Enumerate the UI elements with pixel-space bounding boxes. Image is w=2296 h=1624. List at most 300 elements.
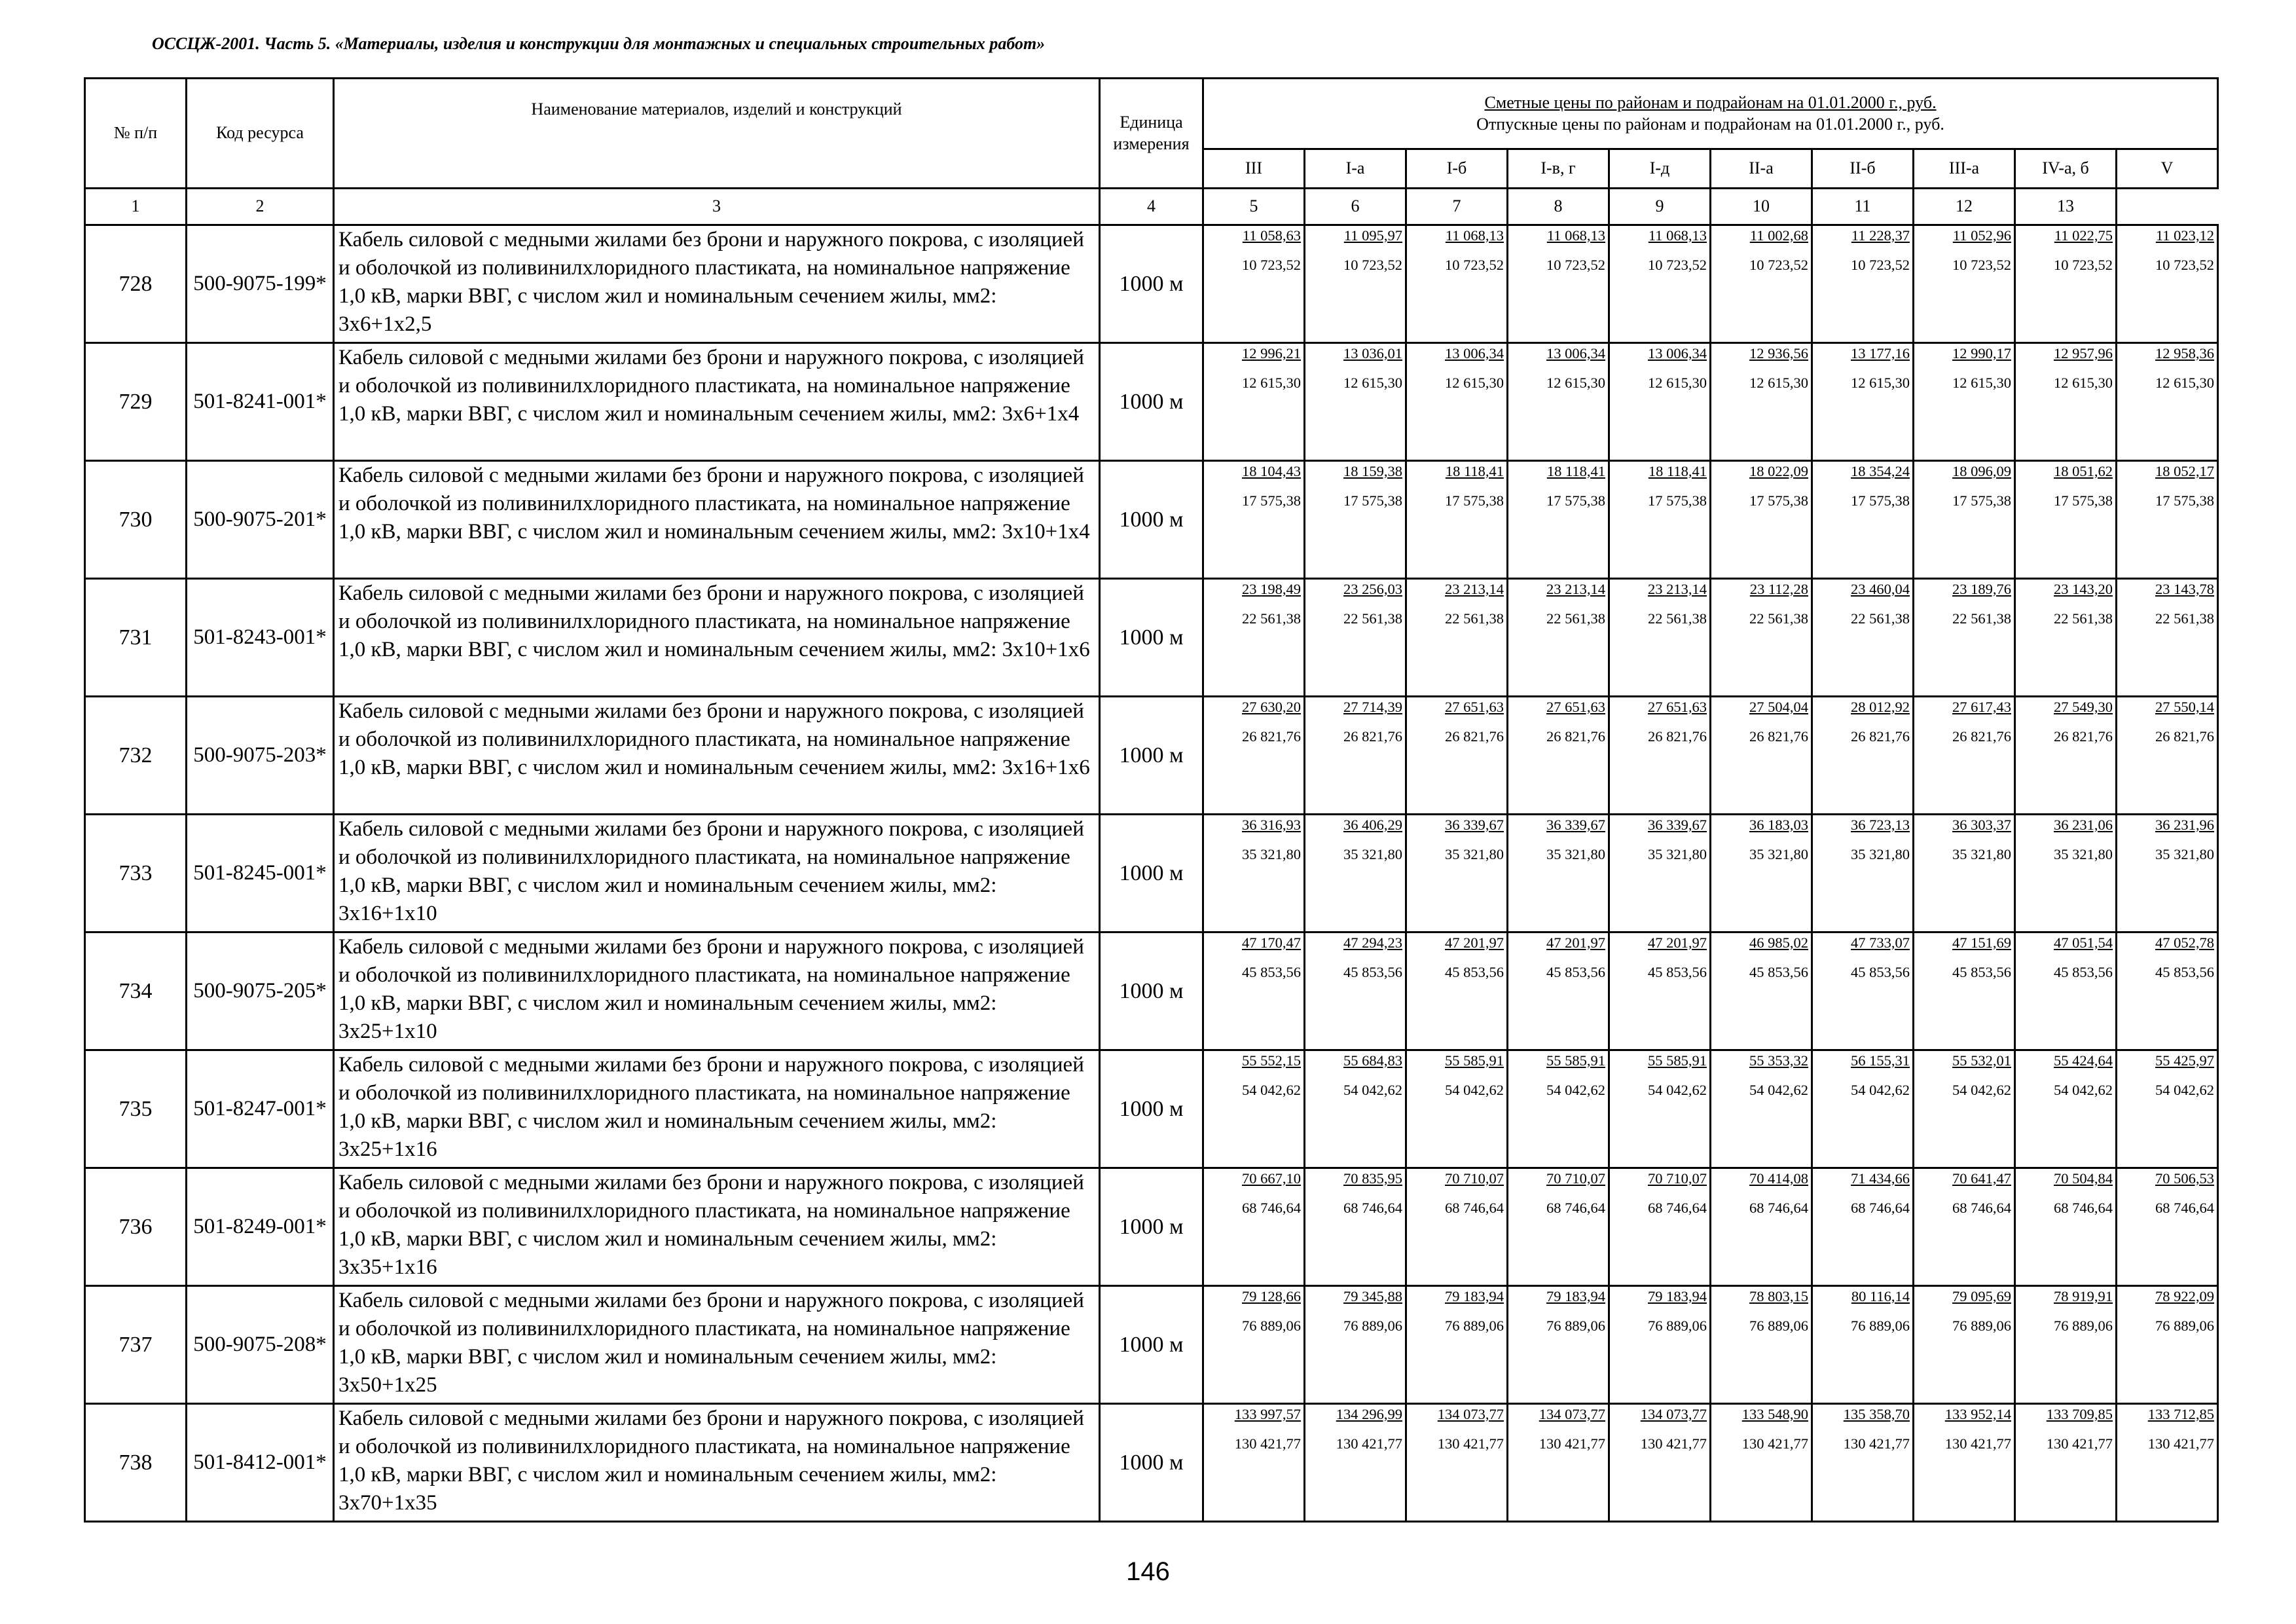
release-price: 68 746,64	[2054, 1199, 2113, 1216]
release-price: 45 853,56	[1749, 963, 1808, 980]
estimate-price: 55 585,91	[1648, 1052, 1707, 1069]
material-name: Кабель силовой с медными жилами без брони и наружного покрова, с изоляцией и оболочкой из поливинилхлоридного пластиката, на номинальное напряжение 1,0 кВ, марки ВВГ, с числом жил и номинальным сечением жилы, мм2: 3х16+1х10	[334, 815, 1100, 932]
release-price: 76 889,06	[1343, 1317, 1402, 1334]
price-cell	[1711, 1404, 1812, 1522]
release-price: 54 042,62	[1952, 1081, 2011, 1098]
release-price: 22 561,38	[1343, 610, 1402, 627]
estimate-price: 133 709,85	[2046, 1406, 2113, 1422]
release-price: 54 042,62	[2054, 1081, 2113, 1098]
resource-code: 501-8241-001*	[187, 343, 334, 461]
material-name: Кабель силовой с медными жилами без брони и наружного покрова, с изоляцией и оболочкой из поливинилхлоридного пластиката, на номинальное напряжение 1,0 кВ, марки ВВГ, с числом жил и номинальным сечением жилы, мм2: 3х35+1х16	[334, 1168, 1100, 1286]
estimate-price: 27 651,63	[1445, 699, 1504, 715]
release-price: 22 561,38	[1445, 610, 1504, 627]
price-cell	[1305, 815, 1406, 932]
release-price: 45 853,56	[1546, 963, 1605, 980]
column-number-cell: 1	[85, 189, 187, 225]
col-header-prices	[1203, 79, 2218, 149]
estimate-price: 18 354,24	[1851, 463, 1910, 479]
row-number: 730	[85, 461, 187, 579]
price-cell	[2015, 1168, 2117, 1286]
prices-subtitle: Отпускные цены по районам и подрайонам на 01.01.2000 г., руб.	[1476, 114, 1944, 134]
row-number: 734	[85, 932, 187, 1050]
estimate-price: 12 996,21	[1242, 345, 1301, 361]
price-cell	[1812, 225, 1914, 343]
table-row	[85, 815, 2218, 932]
price-cell	[1711, 932, 1812, 1050]
price-cell	[1609, 461, 1711, 579]
release-price: 10 723,52	[2155, 256, 2215, 273]
release-price: 26 821,76	[1851, 728, 1910, 745]
release-price: 12 615,30	[1242, 374, 1301, 391]
estimate-price: 13 006,34	[1546, 345, 1605, 361]
estimate-price: 18 022,09	[1749, 463, 1808, 479]
release-price: 130 421,77	[1539, 1435, 1605, 1452]
price-cell	[1203, 1404, 1305, 1522]
column-number-cell: 3	[334, 189, 1100, 225]
price-cell	[2015, 225, 2117, 343]
material-name: Кабель силовой с медными жилами без брони и наружного покрова, с изоляцией и оболочкой из поливинилхлоридного пластиката, на номинальное напряжение 1,0 кВ, марки ВВГ, с числом жил и номинальным сечением жилы, мм2: 3х25+1х10	[334, 932, 1100, 1050]
release-price: 10 723,52	[1851, 256, 1910, 273]
col-header-code: Код ресурса	[187, 79, 334, 189]
price-cell	[1812, 461, 1914, 579]
price-cell	[1609, 697, 1711, 815]
estimate-price: 36 316,93	[1242, 817, 1301, 833]
price-cell	[1914, 1050, 2015, 1168]
release-price: 130 421,77	[2046, 1435, 2113, 1452]
estimate-price: 12 936,56	[1749, 345, 1808, 361]
release-price: 22 561,38	[2155, 610, 2215, 627]
price-cell	[1203, 1168, 1305, 1286]
estimate-price: 11 068,13	[1546, 227, 1605, 244]
price-cell	[1812, 1168, 1914, 1286]
release-price: 54 042,62	[1343, 1081, 1402, 1098]
price-cell	[1305, 343, 1406, 461]
release-price: 17 575,38	[1546, 492, 1605, 509]
price-cell	[2015, 461, 2117, 579]
release-price: 26 821,76	[1749, 728, 1808, 745]
price-cell	[1406, 343, 1508, 461]
release-price: 12 615,30	[1546, 374, 1605, 391]
price-cell	[1305, 225, 1406, 343]
unit-of-measure: 1000 м	[1100, 815, 1203, 932]
estimate-price: 134 073,77	[1539, 1406, 1605, 1422]
price-cell	[1914, 343, 2015, 461]
release-price: 45 853,56	[1242, 963, 1301, 980]
estimate-price: 13 006,34	[1445, 345, 1504, 361]
release-price: 22 561,38	[1952, 610, 2011, 627]
release-price: 12 615,30	[1749, 374, 1808, 391]
price-cell	[1609, 1286, 1711, 1404]
estimate-price: 36 339,67	[1648, 817, 1707, 833]
unit-of-measure: 1000 м	[1100, 461, 1203, 579]
release-price: 54 042,62	[1648, 1081, 1707, 1098]
column-number-cell: 5	[1203, 189, 1305, 225]
price-cell	[2117, 225, 2218, 343]
estimate-price: 18 159,38	[1343, 463, 1402, 479]
estimate-price: 36 406,29	[1343, 817, 1402, 833]
price-cell	[1508, 697, 1609, 815]
estimate-price: 70 835,95	[1343, 1170, 1402, 1187]
resource-code: 500-9075-203*	[187, 697, 334, 815]
release-price: 12 615,30	[1445, 374, 1504, 391]
unit-of-measure: 1000 м	[1100, 1404, 1203, 1522]
estimate-price: 47 201,97	[1648, 934, 1707, 951]
price-cell	[1609, 1404, 1711, 1522]
estimate-price: 47 201,97	[1445, 934, 1504, 951]
release-price: 45 853,56	[1851, 963, 1910, 980]
price-cell	[1508, 225, 1609, 343]
table-row	[85, 697, 2218, 815]
resource-code: 501-8243-001*	[187, 579, 334, 697]
unit-of-measure: 1000 м	[1100, 697, 1203, 815]
release-price: 68 746,64	[1546, 1199, 1605, 1216]
price-cell	[1406, 932, 1508, 1050]
release-price: 12 615,30	[1952, 374, 2011, 391]
region-header-cell: I-в, г	[1508, 149, 1609, 189]
release-price: 10 723,52	[1242, 256, 1301, 273]
table-row	[85, 225, 2218, 343]
estimate-price: 71 434,66	[1851, 1170, 1910, 1187]
prices-title: Сметные цены по районам и подрайонам на 01.01.2000 г., руб.	[1484, 93, 1937, 112]
row-number: 728	[85, 225, 187, 343]
estimate-price: 47 052,78	[2155, 934, 2215, 951]
price-cell	[2015, 579, 2117, 697]
estimate-price: 13 177,16	[1851, 345, 1910, 361]
region-header-cell: V	[2117, 149, 2218, 189]
material-name: Кабель силовой с медными жилами без брони и наружного покрова, с изоляцией и оболочкой из поливинилхлоридного пластиката, на номинальное напряжение 1,0 кВ, марки ВВГ, с числом жил и номинальным сечением жилы, мм2: 3х50+1х25	[334, 1286, 1100, 1404]
estimate-price: 13 036,01	[1343, 345, 1402, 361]
table-row	[85, 461, 2218, 579]
material-name: Кабель силовой с медными жилами без брони и наружного покрова, с изоляцией и оболочкой из поливинилхлоридного пластиката, на номинальное напряжение 1,0 кВ, марки ВВГ, с числом жил и номинальным сечением жилы, мм2: 3х25+1х16	[334, 1050, 1100, 1168]
release-price: 35 321,80	[1546, 845, 1605, 862]
price-cell	[1914, 225, 2015, 343]
price-cell	[1711, 1286, 1812, 1404]
table-row	[85, 579, 2218, 697]
unit-of-measure: 1000 м	[1100, 579, 1203, 697]
price-cell	[1508, 815, 1609, 932]
estimate-price: 23 213,14	[1648, 581, 1707, 597]
release-price: 76 889,06	[1749, 1317, 1808, 1334]
release-price: 35 321,80	[1648, 845, 1707, 862]
estimate-price: 79 345,88	[1343, 1288, 1402, 1304]
release-price: 76 889,06	[1648, 1317, 1707, 1334]
release-price: 17 575,38	[1851, 492, 1910, 509]
release-price: 17 575,38	[1343, 492, 1402, 509]
release-price: 76 889,06	[2155, 1317, 2215, 1334]
release-price: 130 421,77	[1640, 1435, 1707, 1452]
release-price: 22 561,38	[1546, 610, 1605, 627]
price-cell	[1406, 225, 1508, 343]
estimate-price: 134 073,77	[1437, 1406, 1504, 1422]
release-price: 10 723,52	[1749, 256, 1808, 273]
estimate-price: 18 051,62	[2054, 463, 2113, 479]
price-cell	[1203, 1286, 1305, 1404]
column-number-cell: 7	[1406, 189, 1508, 225]
price-cell	[2117, 697, 2218, 815]
estimate-price: 23 213,14	[1445, 581, 1504, 597]
unit-of-measure: 1000 м	[1100, 1286, 1203, 1404]
estimate-price: 70 710,07	[1445, 1170, 1504, 1187]
price-cell	[1406, 1050, 1508, 1168]
estimate-price: 55 585,91	[1445, 1052, 1504, 1069]
region-header-cell: I-а	[1305, 149, 1406, 189]
column-number-row	[85, 189, 2218, 225]
release-price: 68 746,64	[1749, 1199, 1808, 1216]
release-price: 10 723,52	[1648, 256, 1707, 273]
price-cell	[2117, 815, 2218, 932]
estimate-price: 28 012,92	[1851, 699, 1910, 715]
unit-of-measure: 1000 м	[1100, 1168, 1203, 1286]
estimate-price: 133 712,85	[2147, 1406, 2215, 1422]
release-price: 22 561,38	[2054, 610, 2113, 627]
release-price: 22 561,38	[1242, 610, 1301, 627]
release-price: 45 853,56	[2054, 963, 2113, 980]
price-cell	[1305, 697, 1406, 815]
price-cell	[1305, 579, 1406, 697]
row-number: 735	[85, 1050, 187, 1168]
release-price: 35 321,80	[1445, 845, 1504, 862]
release-price: 54 042,62	[1851, 1081, 1910, 1098]
price-cell	[2015, 343, 2117, 461]
price-cell	[1406, 579, 1508, 697]
column-number-cell: 10	[1711, 189, 1812, 225]
release-price: 26 821,76	[1242, 728, 1301, 745]
estimate-price: 47 294,23	[1343, 934, 1402, 951]
price-cell	[1812, 932, 1914, 1050]
price-cell	[2117, 1050, 2218, 1168]
release-price: 76 889,06	[1851, 1317, 1910, 1334]
price-cell	[1812, 1050, 1914, 1168]
release-price: 76 889,06	[2054, 1317, 2113, 1334]
estimate-price: 12 990,17	[1952, 345, 2011, 361]
resource-code: 500-9075-205*	[187, 932, 334, 1050]
price-cell	[1711, 225, 1812, 343]
estimate-price: 70 710,07	[1648, 1170, 1707, 1187]
release-price: 76 889,06	[1546, 1317, 1605, 1334]
estimate-price: 55 353,32	[1749, 1052, 1808, 1069]
price-cell	[1406, 461, 1508, 579]
material-name: Кабель силовой с медными жилами без брони и наружного покрова, с изоляцией и оболочкой из поливинилхлоридного пластиката, на номинальное напряжение 1,0 кВ, марки ВВГ, с числом жил и номинальным сечением жилы, мм2: 3х6+1х2,5	[334, 225, 1100, 343]
row-number: 736	[85, 1168, 187, 1286]
estimate-price: 36 231,06	[2054, 817, 2113, 833]
price-cell	[2015, 932, 2117, 1050]
estimate-price: 18 118,41	[1648, 463, 1707, 479]
price-cell	[1812, 1286, 1914, 1404]
price-cell	[1305, 1168, 1406, 1286]
price-cell	[2015, 1286, 2117, 1404]
price-cell	[1914, 461, 2015, 579]
column-number-cell: 8	[1508, 189, 1609, 225]
document-header: ОССЦЖ-2001. Часть 5. «Материалы, изделия и конструкции для монтажных и специальных строительных работ»	[152, 34, 1046, 53]
release-price: 76 889,06	[1242, 1317, 1301, 1334]
estimate-price: 70 504,84	[2054, 1170, 2113, 1187]
column-number-cell: 9	[1609, 189, 1711, 225]
estimate-price: 70 667,10	[1242, 1170, 1301, 1187]
price-cell	[1203, 343, 1305, 461]
price-cell	[1812, 343, 1914, 461]
estimate-price: 12 958,36	[2155, 345, 2215, 361]
price-cell	[1508, 343, 1609, 461]
estimate-price: 80 116,14	[1851, 1288, 1910, 1304]
price-cell	[1609, 1050, 1711, 1168]
page-number: 146	[1126, 1557, 1170, 1586]
estimate-price: 27 651,63	[1648, 699, 1707, 715]
estimate-price: 55 552,15	[1242, 1052, 1301, 1069]
release-price: 22 561,38	[1851, 610, 1910, 627]
estimate-price: 134 073,77	[1640, 1406, 1707, 1422]
estimate-price: 18 052,17	[2155, 463, 2215, 479]
estimate-price: 79 183,94	[1648, 1288, 1707, 1304]
release-price: 26 821,76	[1343, 728, 1402, 745]
estimate-price: 11 052,96	[1952, 227, 2011, 244]
release-price: 17 575,38	[1952, 492, 2011, 509]
release-price: 54 042,62	[1445, 1081, 1504, 1098]
release-price: 45 853,56	[1343, 963, 1402, 980]
release-price: 10 723,52	[2054, 256, 2113, 273]
estimate-price: 55 424,64	[2054, 1052, 2113, 1069]
price-cell	[2015, 1050, 2117, 1168]
estimate-price: 27 549,30	[2054, 699, 2113, 715]
release-price: 35 321,80	[1952, 845, 2011, 862]
release-price: 26 821,76	[2054, 728, 2113, 745]
column-number-cell: 2	[187, 189, 334, 225]
estimate-price: 12 957,96	[2054, 345, 2113, 361]
estimate-price: 27 714,39	[1343, 699, 1402, 715]
release-price: 130 421,77	[1944, 1435, 2011, 1452]
price-cell	[1609, 579, 1711, 697]
price-cell	[1914, 1404, 2015, 1522]
price-cell	[1609, 1168, 1711, 1286]
price-cell	[1914, 815, 2015, 932]
price-cell	[2117, 579, 2218, 697]
row-number: 733	[85, 815, 187, 932]
estimate-price: 23 143,78	[2155, 581, 2215, 597]
column-number-cell: 4	[1100, 189, 1203, 225]
price-cell	[1406, 697, 1508, 815]
price-cell	[1406, 1404, 1508, 1522]
estimate-price: 70 641,47	[1952, 1170, 2011, 1187]
estimate-price: 78 922,09	[2155, 1288, 2215, 1304]
estimate-price: 23 256,03	[1343, 581, 1402, 597]
estimate-price: 11 023,12	[2155, 227, 2215, 244]
price-cell	[1203, 461, 1305, 579]
estimate-price: 23 460,04	[1851, 581, 1910, 597]
price-cell	[1508, 579, 1609, 697]
price-cell	[1508, 461, 1609, 579]
price-cell	[1203, 815, 1305, 932]
region-header-cell: III-а	[1914, 149, 2015, 189]
release-price: 26 821,76	[2155, 728, 2215, 745]
price-cell	[1812, 697, 1914, 815]
estimate-price: 23 189,76	[1952, 581, 2011, 597]
release-price: 10 723,52	[1343, 256, 1402, 273]
estimate-price: 79 095,69	[1952, 1288, 2011, 1304]
release-price: 68 746,64	[1851, 1199, 1910, 1216]
region-header-cell: IV-а, б	[2015, 149, 2117, 189]
unit-of-measure: 1000 м	[1100, 932, 1203, 1050]
release-price: 68 746,64	[1952, 1199, 2011, 1216]
release-price: 68 746,64	[1343, 1199, 1402, 1216]
estimate-price: 36 339,67	[1445, 817, 1504, 833]
resource-code: 501-8412-001*	[187, 1404, 334, 1522]
estimate-price: 36 303,37	[1952, 817, 2011, 833]
price-cell	[1711, 1050, 1812, 1168]
price-cell	[1305, 461, 1406, 579]
price-cell	[2117, 1404, 2218, 1522]
region-header-cell: II-а	[1711, 149, 1812, 189]
col-header-name: Наименование материалов, изделий и конструкций	[334, 79, 1100, 189]
estimate-price: 133 548,90	[1741, 1406, 1808, 1422]
estimate-price: 47 201,97	[1546, 934, 1605, 951]
material-name: Кабель силовой с медными жилами без брони и наружного покрова, с изоляцией и оболочкой из поливинилхлоридного пластиката, на номинальное напряжение 1,0 кВ, марки ВВГ, с числом жил и номинальным сечением жилы, мм2: 3х6+1х4	[334, 343, 1100, 461]
estimate-price: 11 002,68	[1749, 227, 1808, 244]
row-number: 729	[85, 343, 187, 461]
estimate-price: 18 118,41	[1445, 463, 1504, 479]
estimate-price: 23 198,49	[1242, 581, 1301, 597]
release-price: 130 421,77	[1437, 1435, 1504, 1452]
estimate-price: 46 985,02	[1749, 934, 1808, 951]
resource-code: 500-9075-201*	[187, 461, 334, 579]
price-cell	[1203, 932, 1305, 1050]
estimate-price: 27 550,14	[2155, 699, 2215, 715]
release-price: 54 042,62	[2155, 1081, 2215, 1098]
estimate-price: 23 112,28	[1749, 581, 1808, 597]
table-row	[85, 1404, 2218, 1522]
price-cell	[1508, 1286, 1609, 1404]
price-cell	[1609, 932, 1711, 1050]
column-number-cell: 12	[1914, 189, 2015, 225]
price-cell	[1812, 579, 1914, 697]
release-price: 45 853,56	[2155, 963, 2215, 980]
release-price: 10 723,52	[1546, 256, 1605, 273]
estimate-price: 78 919,91	[2054, 1288, 2113, 1304]
estimate-price: 27 630,20	[1242, 699, 1301, 715]
column-number-cell: 11	[1812, 189, 1914, 225]
release-price: 12 615,30	[2054, 374, 2113, 391]
estimate-price: 11 095,97	[1343, 227, 1402, 244]
estimate-price: 70 506,53	[2155, 1170, 2215, 1187]
price-cell	[2015, 697, 2117, 815]
estimate-price: 133 997,57	[1234, 1406, 1301, 1422]
release-price: 12 615,30	[1648, 374, 1707, 391]
material-name: Кабель силовой с медными жилами без брони и наружного покрова, с изоляцией и оболочкой из поливинилхлоридного пластиката, на номинальное напряжение 1,0 кВ, марки ВВГ, с числом жил и номинальным сечением жилы, мм2: 3х16+1х6	[334, 697, 1100, 815]
price-cell	[1914, 1168, 2015, 1286]
price-cell	[1914, 579, 2015, 697]
release-price: 35 321,80	[2054, 845, 2113, 862]
region-header-cell: I-б	[1406, 149, 1508, 189]
estimate-price: 11 228,37	[1851, 227, 1910, 244]
price-cell	[2117, 932, 2218, 1050]
price-cell	[1305, 932, 1406, 1050]
price-cell	[1711, 1168, 1812, 1286]
release-price: 17 575,38	[2054, 492, 2113, 509]
release-price: 130 421,77	[1741, 1435, 1808, 1452]
price-cell	[1711, 343, 1812, 461]
price-cell	[1203, 1050, 1305, 1168]
row-number: 738	[85, 1404, 187, 1522]
estimate-price: 36 231,96	[2155, 817, 2215, 833]
estimate-price: 70 414,08	[1749, 1170, 1808, 1187]
estimate-price: 55 532,01	[1952, 1052, 2011, 1069]
release-price: 17 575,38	[1242, 492, 1301, 509]
region-header-cell: I-д	[1609, 149, 1711, 189]
price-cell	[1406, 1286, 1508, 1404]
estimate-price: 11 058,63	[1242, 227, 1301, 244]
estimate-price: 13 006,34	[1648, 345, 1707, 361]
release-price: 26 821,76	[1952, 728, 2011, 745]
material-name: Кабель силовой с медными жилами без брони и наружного покрова, с изоляцией и оболочкой из поливинилхлоридного пластиката, на номинальное напряжение 1,0 кВ, марки ВВГ, с числом жил и номинальным сечением жилы, мм2: 3х10+1х6	[334, 579, 1100, 697]
release-price: 45 853,56	[1445, 963, 1504, 980]
